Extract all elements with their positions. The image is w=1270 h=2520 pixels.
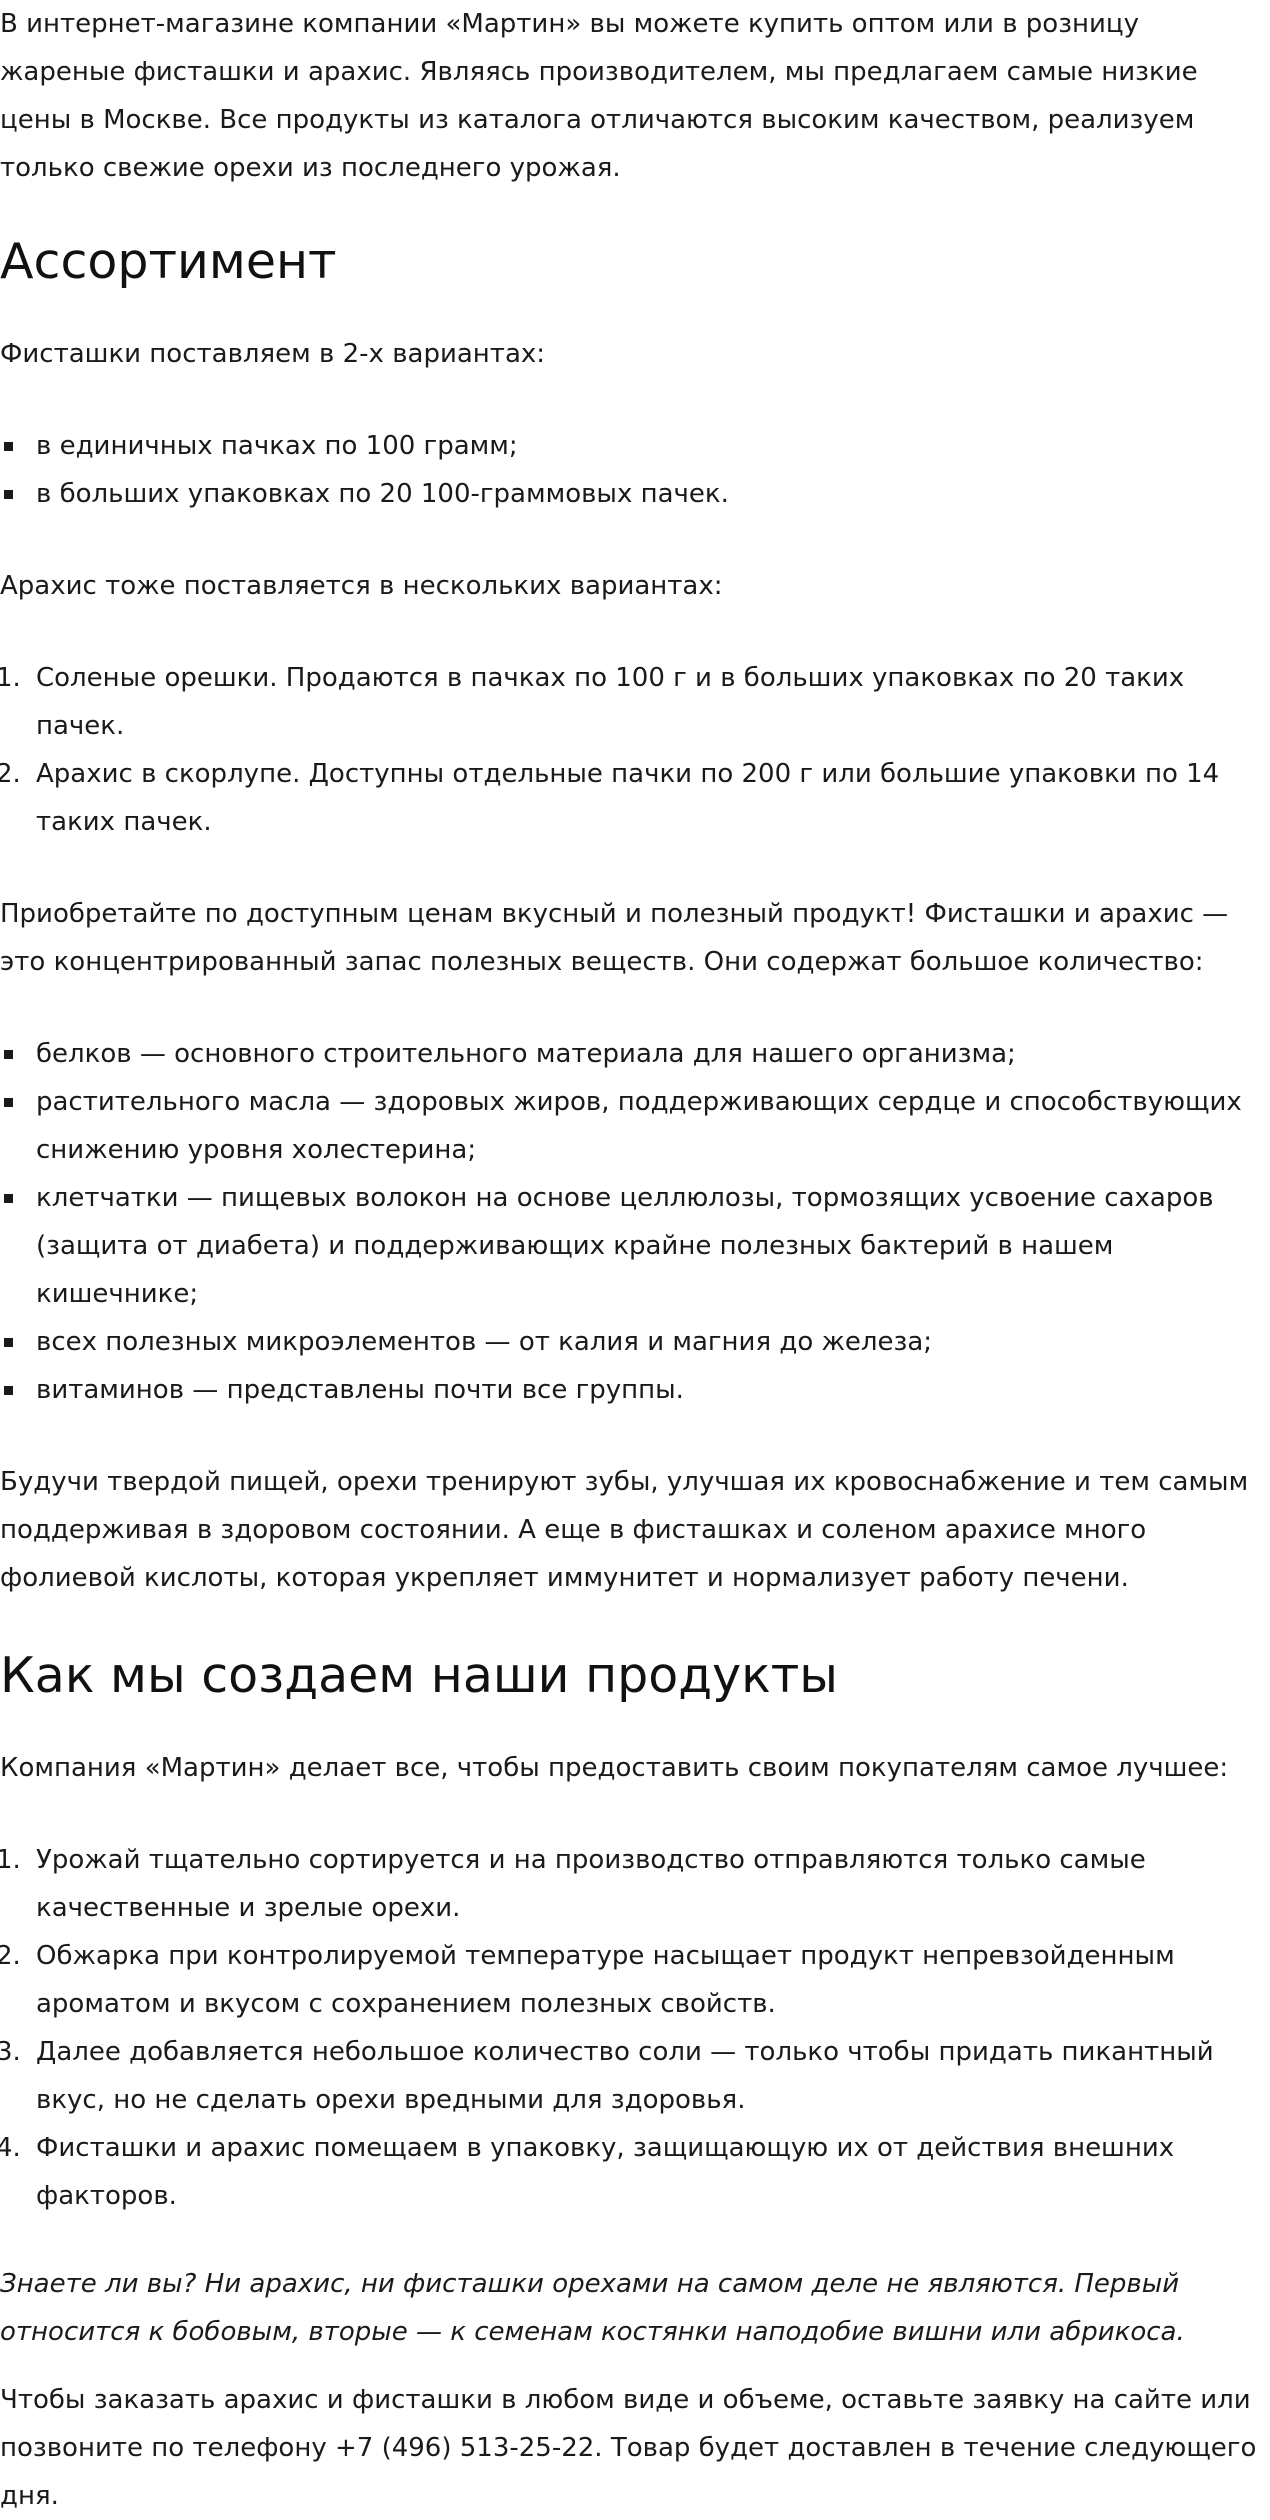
list-item: в больших упаковках по 20 100-граммовых пачек. — [36, 470, 1262, 518]
assortment-heading: Ассортимент — [0, 233, 337, 290]
peanut-list — [0, 654, 1262, 846]
intro-paragraph: В интернет-магазине компании «Мартин» вы можете купить оптом или в розницу жареные фисташки и арахис. Являясь производителем, мы предлагаем самые низкие цены в Москве. Все продукты из каталога отличаются высоким качеством, реализуем только свежие орехи из последнего урожая. — [0, 9, 1198, 183]
list-item: Урожай тщательно сортируется и на производство отправляются только самые качественные и зрелые орехи. — [36, 1845, 1146, 1923]
list-item: Обжарка при контролируемой температуре насыщает продукт непревзойденным ароматом и вкусом с сохранением полезных свойств. — [36, 1941, 1175, 2019]
benefits-list — [0, 1030, 1262, 1414]
fun-fact — [0, 2260, 1262, 2356]
production-lead: Компания «Мартин» делает все, чтобы предоставить своим покупателям самое лучшее: — [0, 1753, 1229, 1783]
list-item: Фисташки и арахис помещаем в упаковку, защищающую их от действия внешних факторов. — [36, 2133, 1175, 2211]
peanut-lead: Арахис тоже поставляется в нескольких вариантах: — [0, 571, 723, 601]
list-item: всех полезных микроэлементов — от калия и магния до железа; — [36, 1318, 1262, 1366]
pistachio-lead: Фисташки поставляем в 2-х вариантах: — [0, 339, 546, 369]
benefits-lead: Приобретайте по доступным ценам вкусный и полезный продукт! Фисташки и арахис — это концентрированный запас полезных веществ. Они содержат большое количество: — [0, 899, 1229, 977]
list-item: растительного масла — здоровых жиров, поддерживающих сердце и способствующих снижению уровня холестерина; — [36, 1078, 1262, 1174]
fun-fact-text: Знаете ли вы? Ни арахис, ни фисташки орехами на самом деле не являются. Первый относится к бобовым, вторые — к семенам костянки наподобие вишни или абрикоса. — [0, 2269, 1185, 2347]
production-heading: Как мы создаем наши продукты — [0, 1647, 838, 1704]
production-steps — [0, 1836, 1262, 2220]
list-item: белков — основного строительного материала для нашего организма; — [36, 1030, 1262, 1078]
closing-paragraph: Будучи твердой пищей, орехи тренируют зубы, улучшая их кровоснабжение и тем самым поддерживая в здоровом состоянии. А еще в фисташках и соленом арахисе много фолиевой кислоты, которая укрепляет иммунитет и нормализует работу печени. — [0, 1467, 1249, 1593]
list-item: клетчатки — пищевых волокон на основе целлюлозы, тормозящих усвоение сахаров (защита от диабета) и поддерживающих крайне полезных бактерий в нашем кишечнике; — [36, 1174, 1262, 1318]
list-item: Соленые орешки. Продаются в пачках по 100 г и в больших упаковках по 20 таких пачек. — [36, 663, 1185, 741]
list-item: в единичных пачках по 100 грамм; — [36, 422, 1262, 470]
pistachio-list — [0, 422, 1262, 518]
list-item: витаминов — представлены почти все группы. — [36, 1366, 1262, 1414]
list-item: Далее добавляется небольшое количество соли — только чтобы придать пикантный вкус, но не сделать орехи вредными для здоровья. — [36, 2037, 1214, 2115]
list-item: Арахис в скорлупе. Доступны отдельные пачки по 200 г или большие упаковки по 14 таких пачек. — [36, 759, 1220, 837]
order-paragraph: Чтобы заказать арахис и фисташки в любом виде и объеме, оставьте заявку на сайте или позвоните по телефону +7 (496) 513-25-22. Товар будет доставлен в течение следующего дня. — [0, 2385, 1257, 2511]
